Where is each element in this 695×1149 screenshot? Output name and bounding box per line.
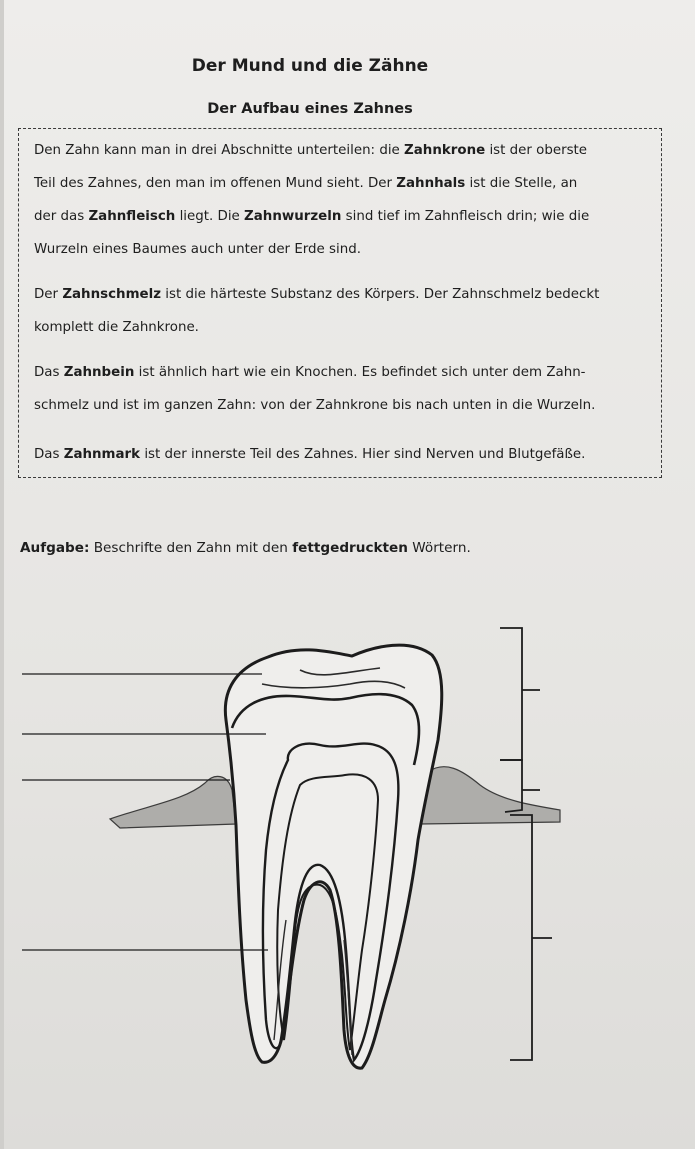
text: Beschrifte den Zahn mit den	[89, 540, 293, 556]
text: Der	[34, 287, 63, 302]
text: ist der innerste Teil des Zahnes. Hier sind Nerven und Blutgefäße.	[140, 447, 586, 462]
text: Den Zahn kann man in drei Abschnitte unterteilen: die	[34, 143, 405, 158]
text: liegt. Die	[175, 209, 245, 224]
term-zahnhals: Zahnhals	[396, 176, 466, 191]
text: Teil des Zahnes, den man im offenen Mund sieht. Der	[34, 176, 397, 191]
text: Wörtern.	[407, 540, 471, 556]
text: Das	[34, 365, 64, 380]
text: ist die härteste Substanz des Körpers. Der Zahnschmelz bedeckt	[160, 287, 600, 302]
paragraph-pulp	[34, 438, 659, 471]
page-title: Der Mund und die Zähne	[191, 56, 429, 76]
term-zahnfleisch: Zahnfleisch	[88, 209, 176, 224]
task-label: Aufgabe:	[20, 540, 90, 556]
term-zahnmark: Zahnmark	[63, 447, 141, 462]
task-instruction	[20, 540, 471, 556]
gum-left	[110, 776, 236, 828]
bracket-crown	[500, 628, 540, 760]
term-zahnbein: Zahnbein	[63, 365, 135, 380]
text: Das	[34, 447, 64, 462]
paragraph-enamel	[34, 278, 659, 344]
text: schmelz und ist im ganzen Zahn: von der Zahnkrone bis nach unten in die Wurzeln.	[34, 398, 596, 413]
text: ist ähnlich hart wie ein Knochen. Es befindet sich unter dem Zahn-	[134, 365, 586, 380]
text: ist die Stelle, an	[465, 176, 578, 191]
text: der das	[34, 209, 89, 224]
task-bold-word: fettgedruckten	[292, 540, 408, 556]
text: Wurzeln eines Baumes auch unter der Erde sind.	[34, 242, 361, 257]
term-zahnkrone: Zahnkrone	[404, 143, 486, 158]
bracket-root	[510, 815, 552, 1060]
section-subtitle: Der Aufbau eines Zahnes	[207, 101, 413, 117]
term-zahnwurzeln: Zahnwurzeln	[244, 209, 342, 224]
text: komplett die Zahnkrone.	[34, 320, 199, 335]
gum-right	[420, 767, 560, 824]
term-zahnschmelz: Zahnschmelz	[62, 287, 161, 302]
text: sind tief im Zahnfleisch drin; wie die	[341, 209, 590, 224]
tooth-diagram	[0, 600, 695, 1149]
text: ist der oberste	[485, 143, 588, 158]
paragraph-dentin	[34, 356, 659, 422]
paragraph-tooth-sections	[34, 134, 659, 266]
tooth-outline	[225, 645, 441, 1068]
